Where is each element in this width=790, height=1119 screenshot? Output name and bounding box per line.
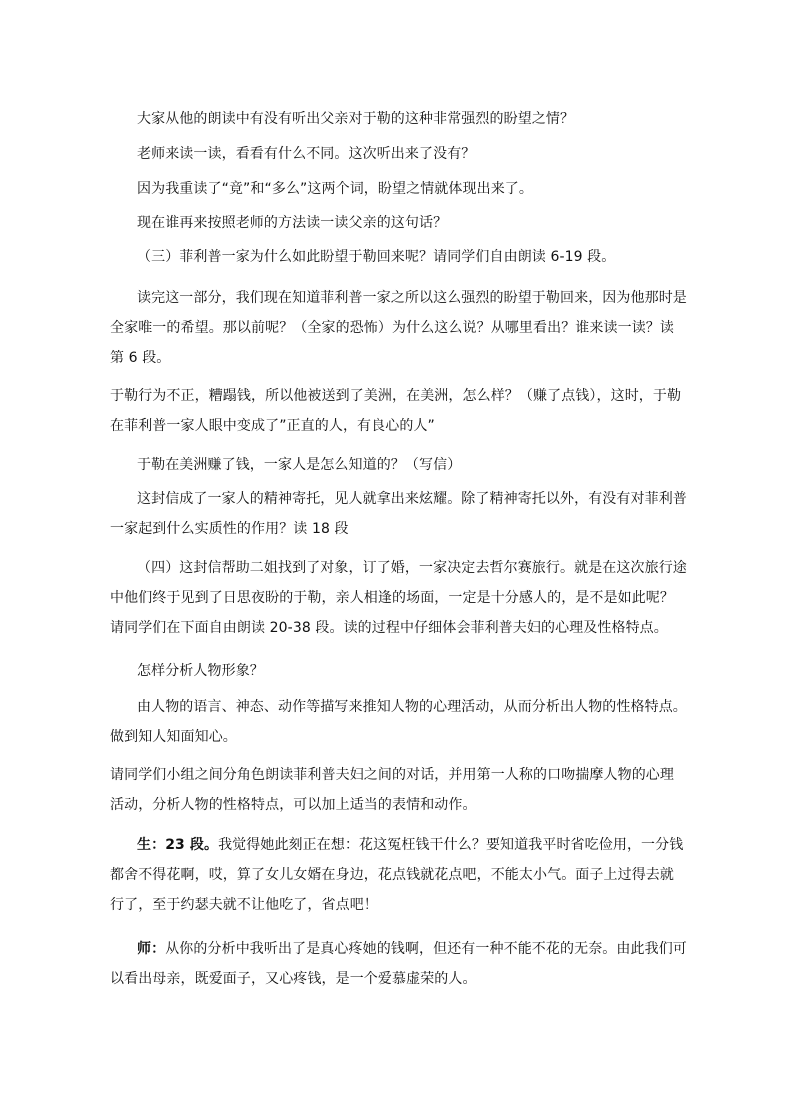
paragraph-14-text: 我觉得她此刻正在想：花这冤枉钱干什么？要知道我平时省吃俭用，一分钱都舍不得花啊，哎，算了女儿女婿在身边，花点钱就花点吧，不能太小气。面子上过得去就行了，至于约瑟夫就不让他吃了，省点吧！ <box>110 837 684 913</box>
paragraph-12 <box>110 692 688 752</box>
paragraph-9 <box>110 484 688 544</box>
paragraph-14 <box>110 830 688 920</box>
paragraph-15-text: 从你的分析中我听出了是真心疼她的钱啊，但还有一种不能不花的无奈。由此我们可以看出母亲，既爱面子，又心疼钱，是一个爱慕虚荣的人。 <box>110 941 687 987</box>
paragraph-4-text: 现在谁再来按照老师的方法读一读父亲的这句话？ <box>137 215 448 231</box>
paragraph-4 <box>110 208 688 238</box>
paragraph-10 <box>110 553 688 643</box>
paragraph-3 <box>110 174 688 204</box>
paragraph-12-text: 由人物的语言、神态、动作等描写来推知人物的心理活动，从而分析出人物的性格特点。做到知人知面知心。 <box>110 699 687 745</box>
paragraph-13 <box>110 760 688 820</box>
paragraph-8 <box>110 450 688 480</box>
paragraph-5 <box>110 242 688 272</box>
paragraph-1 <box>110 104 688 134</box>
paragraph-7-text: 于勒行为不正，糟蹋钱，所以他被送到了美洲，在美洲，怎么样？（赚了点钱），这时，于勒在菲利普一家人眼中变成了”正直的人，有良心的人” <box>110 388 682 434</box>
paragraph-10-text: （四）这封信帮助二姐找到了对象，订了婚，一家决定去哲尔赛旅行。就是在这次旅行途中他们终于见到了日思夜盼的于勒，亲人相逢的场面，一定是十分感人的，是不是如此呢？请同学们在下面自由朗读 20-38 段。读的过程中仔细体会菲利普夫妇的心理及性格特点。 <box>110 560 687 636</box>
paragraph-1-text: 大家从他的朗读中有没有听出父亲对于勒的这种非常强烈的盼望之情？ <box>137 111 575 127</box>
teacher-label: 师： <box>137 941 166 957</box>
paragraph-6-text: 读完这一部分，我们现在知道菲利普一家之所以这么强烈的盼望于勒回来，因为他那时是全家唯一的希望。那以前呢？（全家的恐怖）为什么这么说？从哪里看出？谁来读一读？读第 6 段。 <box>110 290 687 366</box>
paragraph-2-text: 老师来读一读，看看有什么不同。这次听出来了没有？ <box>137 146 476 162</box>
paragraph-13-text: 请同学们小组之间分角色朗读菲利普夫妇之间的对话，并用第一人称的口吻揣摩人物的心理活动，分析人物的性格特点，可以加上适当的表情和动作。 <box>110 767 674 813</box>
paragraph-9-text: 这封信成了一家人的精神寄托，见人就拿出来炫耀。除了精神寄托以外，有没有对菲利普一家起到什么实质性的作用？读 18 段 <box>110 491 687 537</box>
paragraph-2 <box>110 139 688 169</box>
paragraph-15 <box>110 934 688 994</box>
paragraph-11-text: 怎样分析人物形象？ <box>137 663 264 679</box>
paragraph-3-text: 因为我重读了“竟”和“多么”这两个词，盼望之情就体现出来了。 <box>137 181 534 197</box>
paragraph-7 <box>110 381 688 441</box>
paragraph-6 <box>110 283 688 373</box>
paragraph-5-text: （三）菲利普一家为什么如此盼望于勒回来呢？请同学们自由朗读 6-19 段。 <box>137 249 616 265</box>
paragraph-8-text: 于勒在美洲赚了钱，一家人是怎么知道的？（写信） <box>137 457 462 473</box>
paragraph-11 <box>110 656 688 686</box>
student-label: 生：23 段。 <box>137 837 219 853</box>
